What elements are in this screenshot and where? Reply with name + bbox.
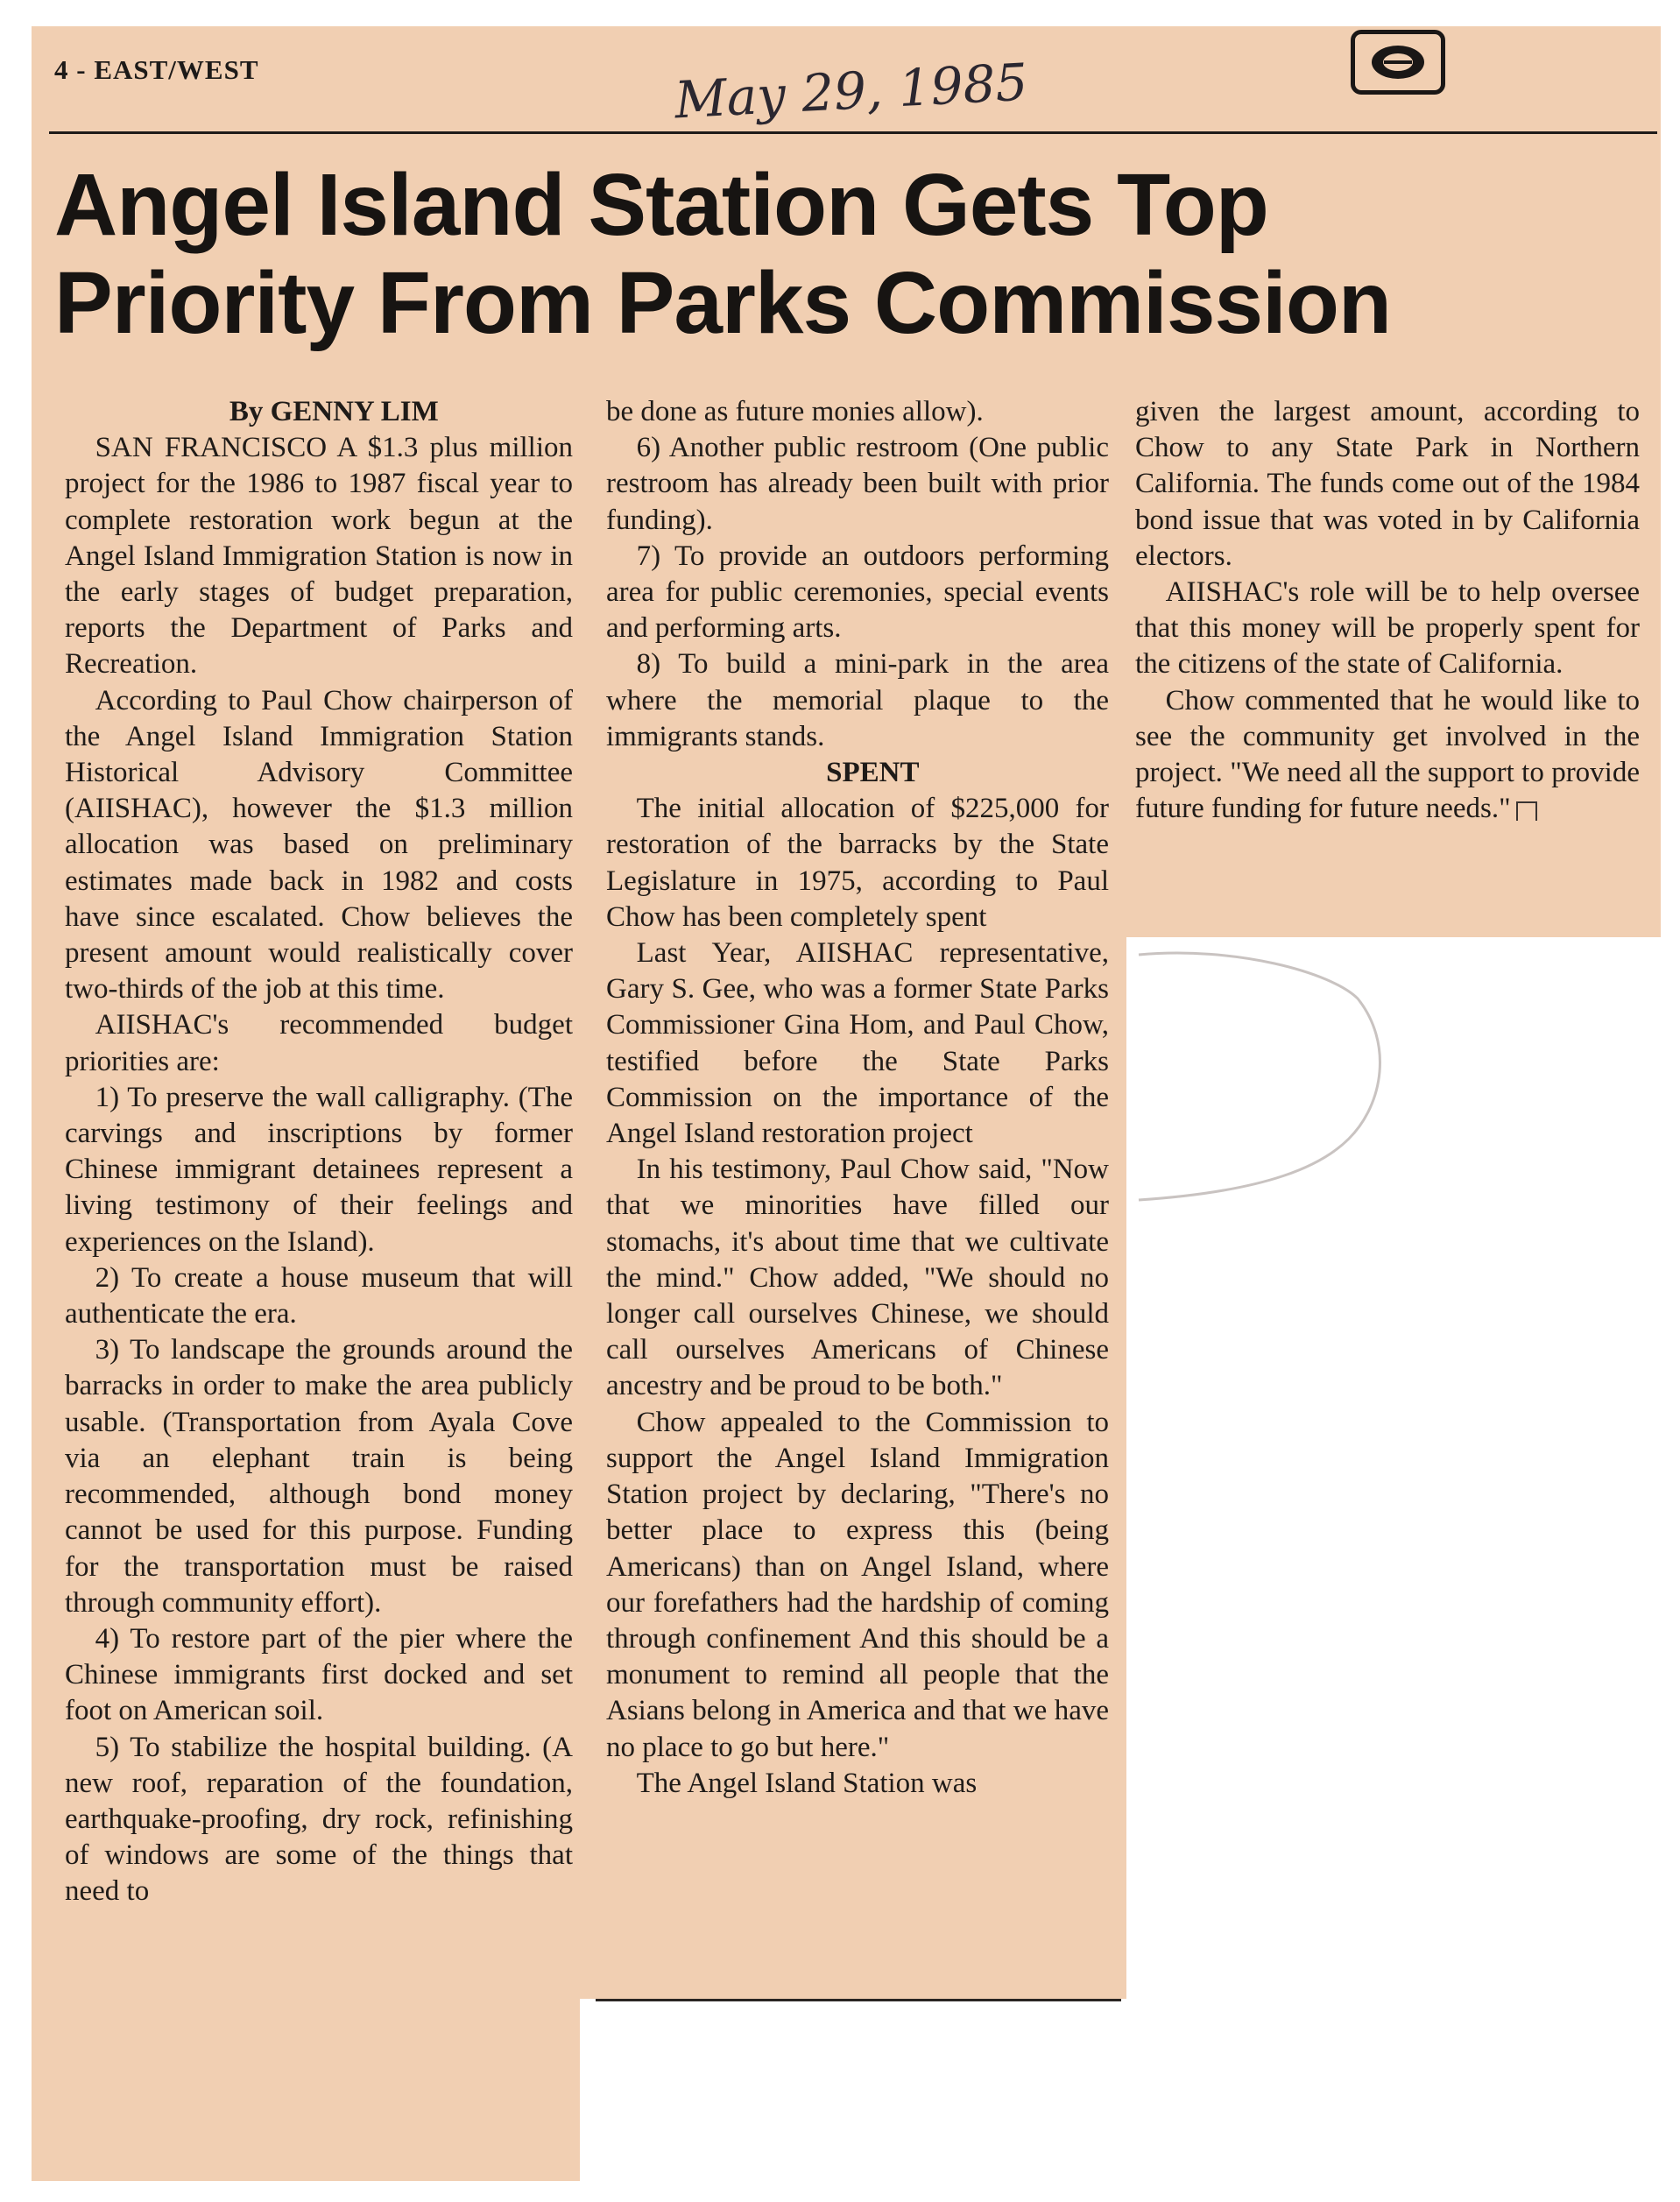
paragraph: 4) To restore part of the pier where the Chinese immigrants first docked and set foot on American soil. xyxy=(65,1622,573,1727)
publication-logo xyxy=(1351,30,1445,95)
paragraph: be done as future monies allow). xyxy=(606,396,984,427)
running-head: 4 - EAST/WEST xyxy=(54,54,259,85)
headline-line-2: Priority From Parks Commission xyxy=(54,254,1392,352)
masthead-rule xyxy=(49,131,1657,134)
article-column-2 xyxy=(606,394,1109,1802)
paragraph: The Angel Island Station was xyxy=(636,1767,978,1799)
paragraph: given the largest amount, according to Chow to any State Park in Northern California. The funds come out of the 1984 bond issue that was voted in by California electors. xyxy=(1135,396,1640,572)
paragraph: SAN FRANCISCO A $1.3 plus million project for the 1986 to 1987 fiscal year to complete restoration work begun at the Angel Island Immigration Station is now in the early stages of budget preparation, reports the Department of Parks and Recreation. xyxy=(65,432,573,681)
paragraph: 7) To provide an outdoors performing area for public ceremonies, special events and performing arts. xyxy=(606,540,1109,645)
paragraph: 6) Another public restroom (One public restroom has already been built with prior funding). xyxy=(606,432,1109,536)
paragraph: AIISHAC's recommended budget priorities are: xyxy=(65,1009,573,1077)
headline xyxy=(54,156,1613,352)
article-column-3 xyxy=(1135,394,1640,827)
paragraph: AIISHAC's role will be to help oversee that this money will be properly spent for the citizens of the state of California. xyxy=(1135,576,1640,681)
paragraph: According to Paul Chow chairperson of the Angel Island Immigration Station Historical Advisory Committee (AIISHAC), however the $1.3 million allocation was based on preliminary estimates made back in 1982 and costs have since escalated. Chow believes the present amount would realistically cover two-thirds of the job at this time. xyxy=(65,684,573,1006)
subhead: SPENT xyxy=(826,757,920,789)
closing-paragraph-text: Chow commented that he would like to see the community get involved in the project. "We need all the support to provide future funding for future needs." xyxy=(1135,684,1640,825)
pencil-mark-icon xyxy=(1130,946,1428,1209)
paragraph: 2) To create a house museum that will authenticate the era. xyxy=(65,1261,573,1330)
handwritten-date: May 29, 1985 xyxy=(673,52,1029,131)
headline-line-1: Angel Island Station Gets Top xyxy=(54,156,1268,254)
article-column-1 xyxy=(65,394,573,1910)
end-of-story-icon xyxy=(1516,801,1537,821)
paragraph: The initial allocation of $225,000 for restoration of the barracks by the State Legislature in 1975, according to Paul Chow has been completely spent xyxy=(606,793,1109,933)
paragraph: 8) To build a mini-park in the area where the memorial plaque to the immigrants stands. xyxy=(606,648,1109,752)
paragraph: 1) To preserve the wall calligraphy. (The carvings and inscriptions by former Chinese immigrant detainees represent a living testimony of their feelings and experiences on the Island). xyxy=(65,1081,573,1258)
logo-emblem-icon xyxy=(1365,40,1431,84)
paragraph xyxy=(1135,683,1640,828)
newsprint-column-3-strip xyxy=(1126,876,1661,937)
paragraph: In his testimony, Paul Chow said, "Now that we minorities have filled our stomachs, it's about time that we cultivate the mind." Chow added, "We should no longer call ourselves Chinese, we should call ourselves Americans of Chinese ancestry and be proud to be both." xyxy=(606,1154,1109,1402)
clipping-bottom-edge xyxy=(596,1999,1121,2001)
paragraph: 3) To landscape the grounds around the barracks in order to make the area publicly usable. (Transportation from Ayala Cove via an elephant train is being recommended, although bond money cannot be used for this purpose. Funding for the transportation must be raised through community effort). xyxy=(65,1334,573,1619)
paragraph: Chow appealed to the Commission to support the Angel Island Immigration Station project by declaring, "There's no better place to express this (being Americans) than on Angel Island, where our forefathers had the hardship of coming through confinement And this should be a monument to remind all people that the Asians belong in America and that we have no place to go but here." xyxy=(606,1406,1109,1763)
byline: By GENNY LIM xyxy=(229,396,439,427)
paragraph: Last Year, AIISHAC representative, Gary S. Gee, who was a former State Parks Commissioner Gina Hom, and Paul Chow, testified before the State Parks Commission on the importance of the Angel Island restoration project xyxy=(606,937,1109,1150)
paragraph: 5) To stabilize the hospital building. (A new roof, reparation of the foundation, earthquake-proofing, dry rock, refinishing of windows are some of the things that need to xyxy=(65,1731,573,1908)
